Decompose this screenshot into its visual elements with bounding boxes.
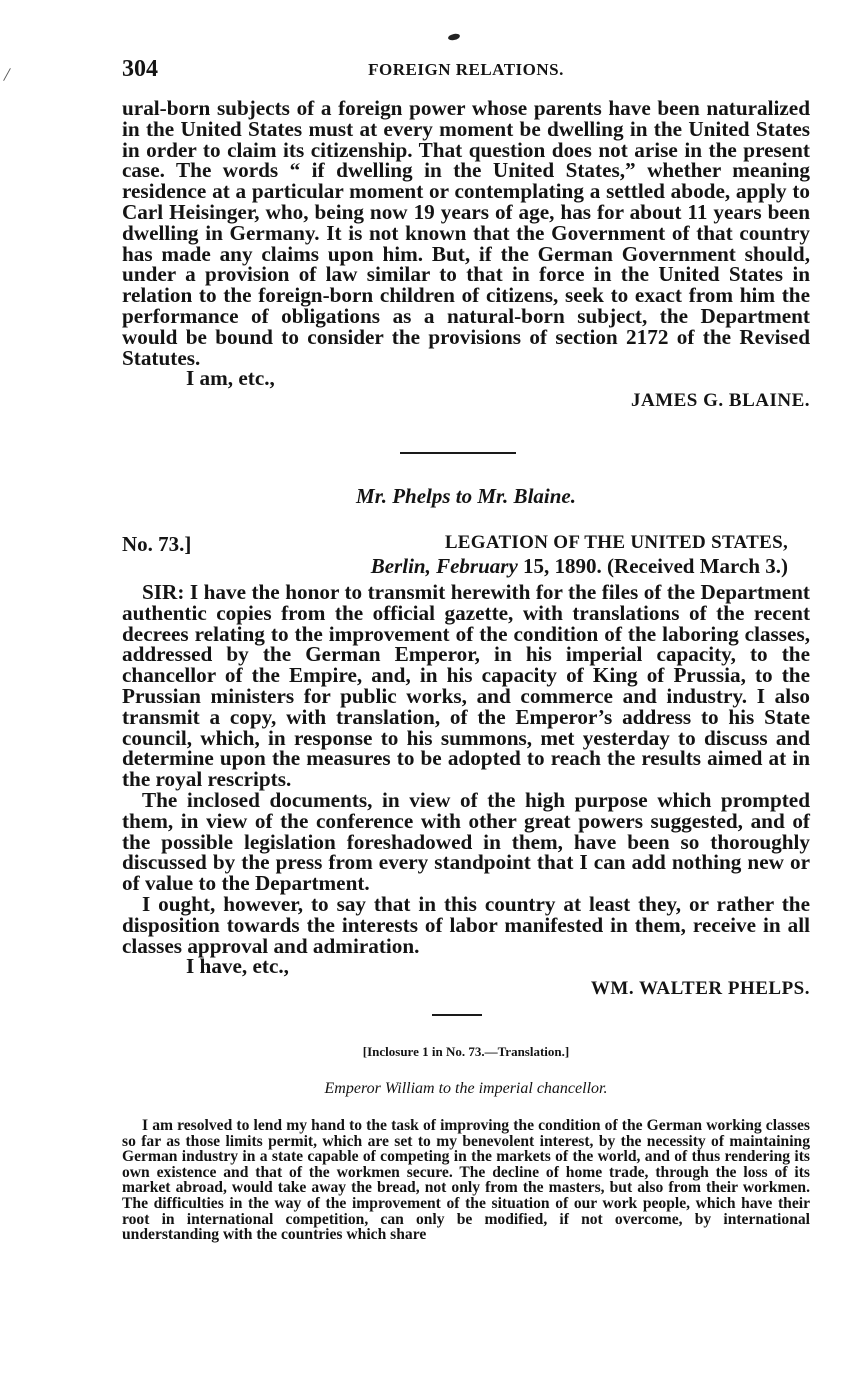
page-number: 304 xyxy=(122,56,158,82)
inclosure-paragraph: I am resolved to lend my hand to the task of improving the condition of the German working classes so far as those limits permit, which are set to my benevolent interest, by the necessity of maintaining German industry in a state capable of competing in the markets of the world, and of thus rendering its own existence and that of the workmen secure. The decline of home trade, through the loss of its market abroad, would take away the bread, not only from the masters, but also from their workmen. The difficulties in the way of the improvement of the situation of our work people, which have their root in international competition, can only be modified, if not overcome, by international understanding with the countries which share xyxy=(122,1117,810,1244)
short-divider xyxy=(432,1014,482,1016)
inclosure-title: Emperor William to the imperial chancellor. xyxy=(324,1080,608,1097)
letter1-body xyxy=(122,98,810,412)
letter2-paragraph-3: I ought, however, to say that in this country at least they, or rather the disposition towards the interests of labor manifested in them, receive in all classes approval and admiration. xyxy=(122,891,810,958)
running-head: FOREIGN RELATIONS. xyxy=(368,60,564,79)
letter2-signature: WM. WALTER PHELPS. xyxy=(590,978,810,1000)
letter2-body xyxy=(122,582,810,1000)
letter1-paragraph: ural-born subjects of a foreign power whose parents have been naturalized in the United States must at every moment be dwelling in the United States in order to claim its citizenship. That question does not arise in the present case. The words “ if dwelling in the United States,” whether meaning residence at a particular moment or contemplating a settled abode, apply to Carl Heisinger, who, being now 19 years of age, has for about 11 years been dwelling in Germany. It is not known that the Government of that country has made any claims upon him. But, if the German Government should, under a provision of law similar to that in force in the United States in relation to the foreign-born children of citizens, seek to exact from him the performance of obligations as a natural-born subject, the Department would be bound to consider the provisions of section 2172 of the Revised Statutes. xyxy=(122,96,810,370)
salutation: SIR: xyxy=(142,580,185,604)
date-line xyxy=(371,554,788,579)
inclosure-text xyxy=(122,1118,810,1243)
place: Berlin, xyxy=(370,554,431,578)
letter2-paragraph-1: SIR: I have the honor to transmit herewith for the files of the Department authentic copies from the official gazette, with translations of the recent decrees relating to the improvement of the condition of the laboring classes, addressed by the German Emperor, in his imperial capacity, to the chancellor of the Empire, and, in his capacity of King of Prussia, to the Prussian ministers for public works, and commerce and industry. I also transmit a copy, with translation, of the Emperor’s address to his State council, which, in response to his summons, met yesterday to discuss and determine upon the measures to be adopted to reach the results aimed at in the royal rescripts. xyxy=(122,580,810,792)
letter2-paragraph-2: The inclosed documents, in view of the high purpose which prompted them, in view of the conference with other great powers suggested, and of the possible legislation foreshadowed in them, have been so thoroughly discussed by the press from every standpoint that I can add nothing new or of value to the Department. xyxy=(122,787,810,896)
received-date: (Received March 3.) xyxy=(607,554,788,578)
page-header xyxy=(122,56,810,86)
legation-heading: LEGATION OF THE UNITED STATES, xyxy=(444,532,788,553)
date-rest: 15, 1890. xyxy=(523,554,602,578)
letter2-title: Mr. Phelps to Mr. Blaine. xyxy=(356,484,576,508)
despatch-number: No. 73.] xyxy=(122,532,192,556)
section-divider xyxy=(400,452,516,454)
letter2-closing: I have, etc., xyxy=(186,954,289,979)
letter1-signature: JAMES G. BLAINE. xyxy=(630,390,810,412)
ink-mark xyxy=(448,33,461,41)
letter1-closing: I am, etc., xyxy=(186,366,275,391)
date-month: February xyxy=(436,554,518,578)
inclosure-label: [Inclosure 1 in No. 73.—Translation.] xyxy=(362,1044,570,1059)
margin-mark: / xyxy=(2,63,12,87)
